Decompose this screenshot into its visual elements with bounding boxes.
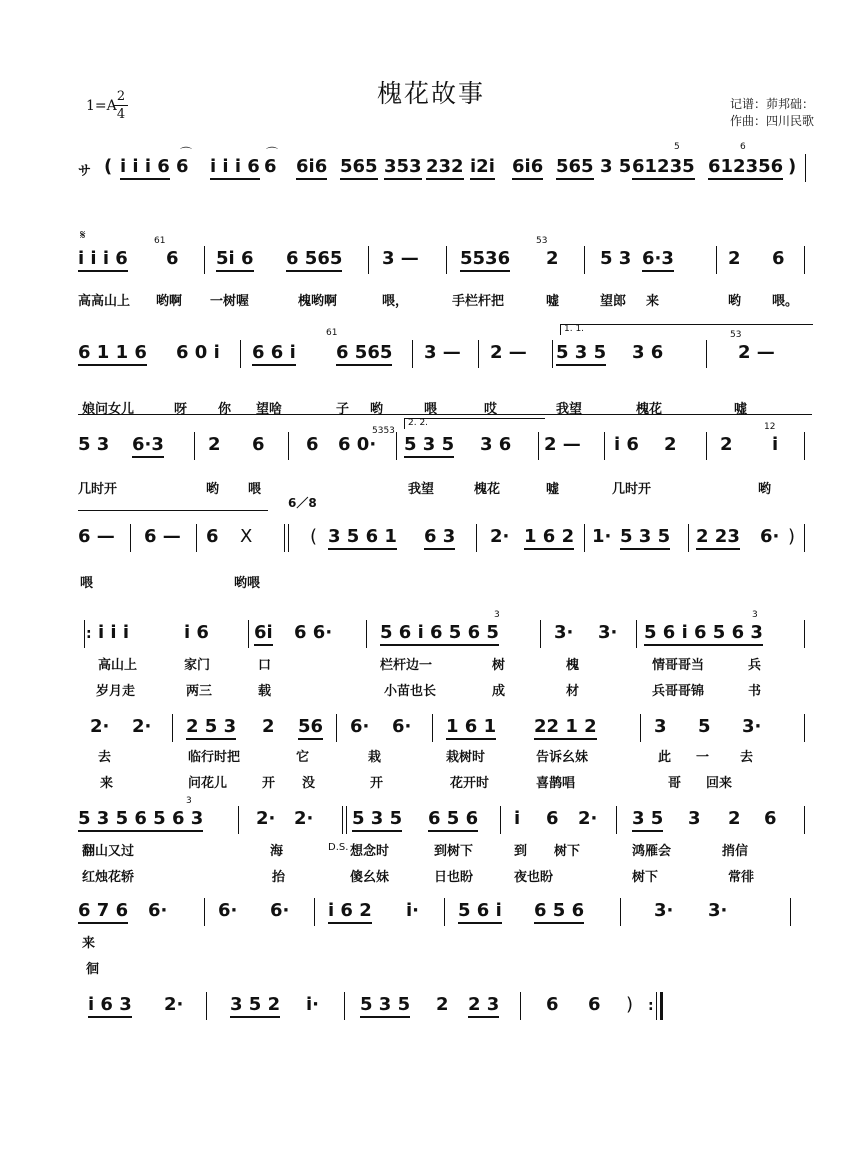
segno-mark: 𝄋 xyxy=(80,228,86,243)
note-group: ) xyxy=(788,156,797,177)
note-group: i i i 6 xyxy=(120,156,170,180)
note-group: i2i xyxy=(470,156,495,180)
song-title: 槐花故事 xyxy=(376,79,485,108)
dal-segno-mark: D.S. xyxy=(328,842,349,853)
note-group: 612356 xyxy=(708,156,783,180)
composer-credit: 作曲：四川民歌 xyxy=(730,114,815,128)
key-signature: 1=A xyxy=(86,98,117,114)
note-group: 353 xyxy=(384,156,422,180)
time-bottom: 4 xyxy=(114,105,128,123)
note-group: 6 xyxy=(176,156,189,177)
note-group: 6i6 xyxy=(512,156,543,180)
note-group: 232 xyxy=(426,156,464,180)
notation-credit: 记谱：茆邦础： xyxy=(730,97,815,111)
note-group: 565 xyxy=(556,156,594,180)
note-group: ( xyxy=(104,156,113,177)
credits xyxy=(730,96,814,130)
note-group: 565 xyxy=(340,156,378,180)
note-group: 3 5 xyxy=(600,156,632,177)
note-group: 6 xyxy=(264,156,277,177)
meter-change: 6／8 xyxy=(288,496,317,510)
note-group: 6i6 xyxy=(296,156,327,180)
time-top: 2 xyxy=(116,89,126,104)
free-meter-mark: サ xyxy=(78,164,92,179)
note-group: i i i 6 xyxy=(210,156,260,180)
note-group: 61235 xyxy=(632,156,695,180)
time-signature xyxy=(114,88,128,123)
